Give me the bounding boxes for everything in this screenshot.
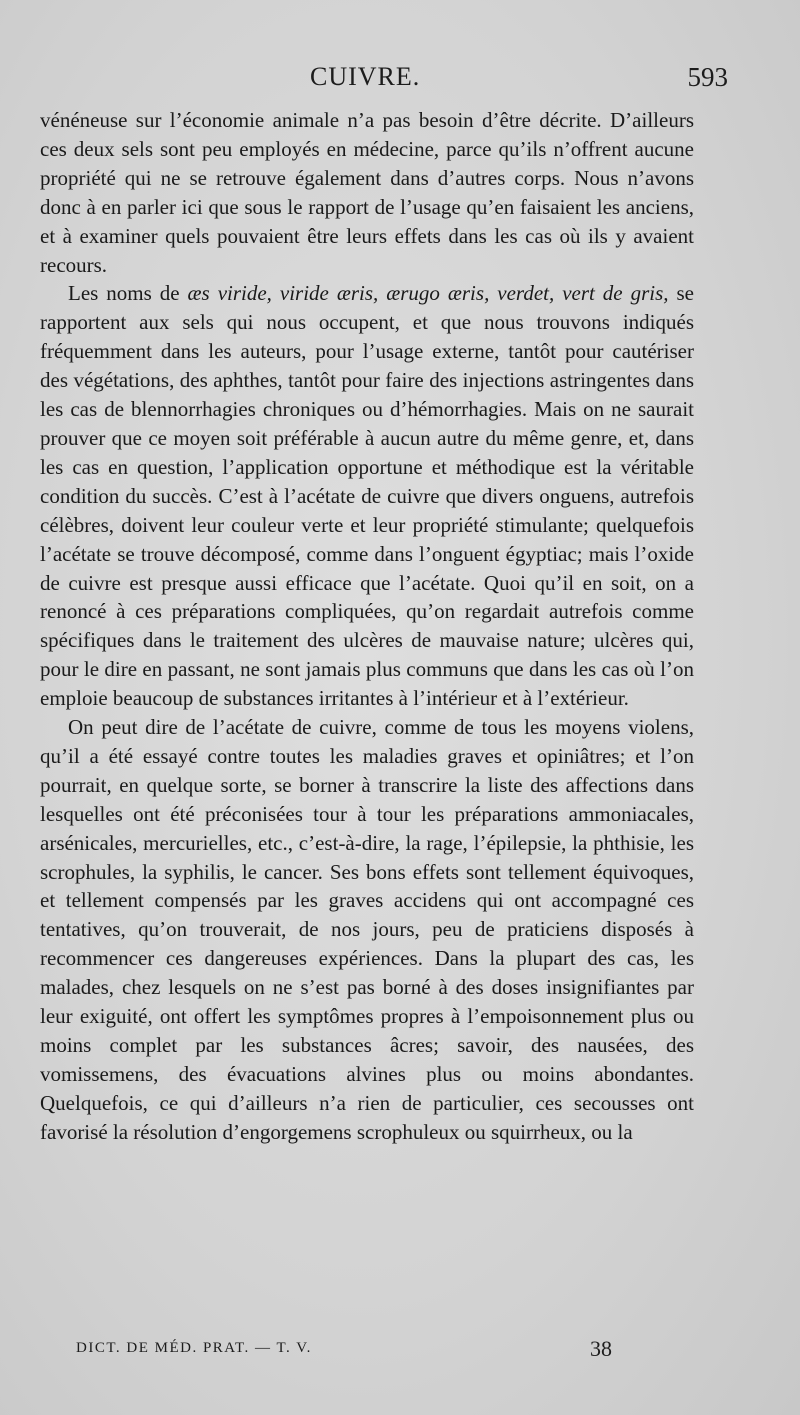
paragraph-p1	[40, 106, 694, 279]
italic-text: æs viride, viride æris, ærugo æris, verdet, vert de gris,	[187, 281, 669, 306]
paragraph-p2	[40, 279, 694, 713]
footer	[76, 1336, 676, 1366]
paragraph-text: se rapportent aux sels qui nous occupent, et que nous trouvons indiqués fréquemment dans les auteurs, pour l’usage externe, tantôt pour cautériser des végétations, des aphthes, tantôt pour faire des injections astringentes dans les cas de blennorrhagies chroniques ou d’hémorrhagies. Mais on ne saurait prouver que ce moyen soit préférable à aucun autre du même genre, et, dans les cas en question, l’application opportune et méthodique est la véritable condition du succès. C’est à l’acétate de cuivre que divers onguens, autrefois célèbres, doivent leur couleur verte et leur propriété stimulante; quelquefois l’acétate se trouve décomposé, comme dans l’onguent égyptiac; mais l’oxide de cuivre est presque aussi efficace que l’acétate. Quoi qu’il en soit, on a renoncé à ces préparations compliquées, qu’on regardait autrefois comme spécifiques dans le traitement des ulcères de mauvaise nature; ulcères qui, pour le dire en passant, ne sont jamais plus communs que dans les cas où l’on emploie beaucoup de substances irritantes à l’intérieur et à l’extérieur.	[40, 281, 694, 711]
paragraph-text: On peut dire de l’acétate de cuivre, comme de tous les moyens violens, qu’il a été essayé contre toutes les maladies graves et opiniâtres; et l’on pourrait, en quelque sorte, se borner à transcrire la liste des affections dans lesquelles ont été préconisées tour à tour les préparations ammoniacales, arsénicales, mercurielles, etc., c’est-à-dire, la rage, l’épilepsie, la phthisie, les scrophules, la syphilis, le cancer. Ses bons effets sont tellement équivoques, et tellement compensés par les graves accidens qui ont accompagné ces tentatives, qu’on trouverait, de nos jours, peu de praticiens disposés à recommencer ces dangereuses expériences. Dans la plupart des cas, les malades, chez lesquels on ne s’est pas borné à des doses insignifiantes par leur exiguité, ont offert les symptômes propres à l’empoisonnement plus ou moins complet par les substances âcres; savoir, des nausées, des vomissemens, des évacuations alvines plus ou moins abondantes. Quelquefois, ce qui d’ailleurs n’a rien de particulier, ces secousses ont favorisé la résolution d’engorgemens scrophuleux ou squirrheux, ou la	[40, 715, 694, 1144]
running-head	[40, 62, 728, 98]
body-text	[40, 106, 694, 1147]
paragraph-p3	[40, 713, 694, 1147]
paragraph-text: vénéneuse sur l’économie animale n’a pas besoin d’être décrite. D’ailleurs ces deux sels sont peu employés en médecine, parce qu’ils n’offrent aucune propriété qui ne se retrouve également dans d’autres corps. Nous n’avons donc à en parler ici que sous le rapport de l’usage qu’en faisaient les anciens, et à examiner quels pouvaient être leurs effets dans les cas où ils y avaient recours.	[40, 108, 694, 277]
footer-reference: DICT. DE MÉD. PRAT. — T. V.	[76, 1340, 312, 1356]
paragraph-text: Les noms de	[68, 281, 188, 306]
signature-mark: 38	[590, 1336, 612, 1361]
page-title: CUIVRE.	[310, 62, 421, 91]
page-number: 593	[687, 62, 728, 92]
